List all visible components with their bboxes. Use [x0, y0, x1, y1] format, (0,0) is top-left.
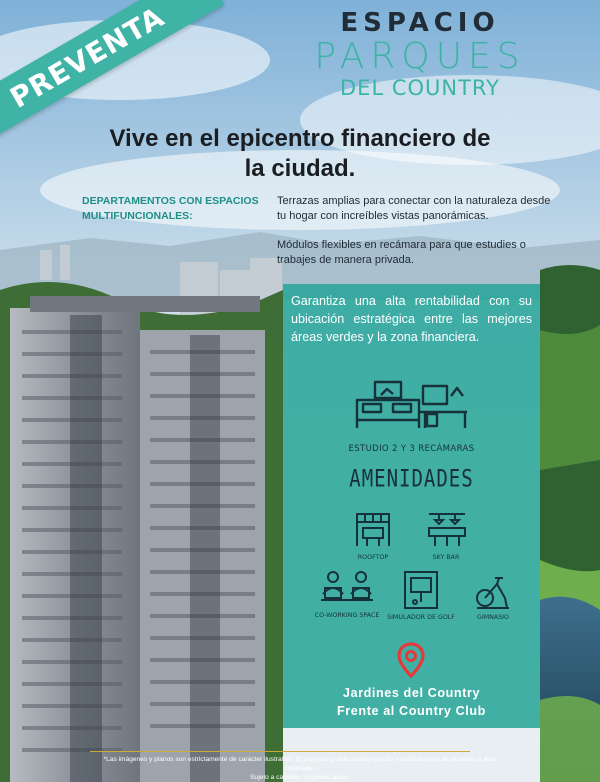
- brand-logo: [290, 8, 550, 100]
- headline: [80, 124, 520, 184]
- amenity-label-golf: SIMULADOR DE GOLF: [387, 614, 455, 621]
- ribbon-label: PREVENTA: [4, 0, 170, 115]
- gym-icon: [473, 572, 513, 610]
- amenity-label-coworking: CO-WORKING SPACE: [314, 612, 380, 619]
- legal-disclaimer: [90, 755, 510, 782]
- logo-line-2: PARQUES: [314, 36, 526, 77]
- rooftop-icon: [353, 510, 393, 548]
- location-line-2: Frente al Country Club: [337, 704, 486, 718]
- golf-simulator-icon: [401, 570, 441, 610]
- divider-line: [90, 751, 470, 752]
- subheading-line-1: DEPARTAMENTOS CON ESPACIOS: [82, 195, 259, 207]
- amenities-title: AMENIDADES: [349, 465, 474, 493]
- info-panel: [283, 284, 540, 728]
- amenity-label-rooftop: ROOFTOP: [357, 554, 389, 561]
- headline-line-2: la ciudad.: [244, 155, 356, 182]
- rooms-label: ESTUDIO 2 Y 3 RECÁMARAS: [348, 444, 475, 454]
- subheading: [82, 194, 272, 224]
- amenity-label-sky-bar: SKY BAR: [432, 554, 460, 561]
- amenity-label-gym: GIMNASIO: [477, 614, 509, 621]
- description-modules: Módulos flexibles en recámara para que estudies o trabajes de manera privada.: [277, 239, 526, 266]
- logo-line-1: ESPACIO: [340, 8, 500, 38]
- location-pin-icon: [397, 642, 425, 678]
- legal-line-1: *Las imágenes y planos son estrictamente de carácter ilustrativo. El proyecto podrá cambiar y sufrir modificaciones de acuerdo al área notariada.: [103, 756, 497, 772]
- location-text: [283, 684, 540, 720]
- location-line-1: Jardines del Country: [342, 686, 481, 700]
- logo-line-3: DEL COUNTRY: [340, 76, 500, 100]
- bedroom-desk-icon: [353, 378, 471, 434]
- headline-line-1: Vive en el epicentro financiero de: [109, 125, 491, 152]
- pitch-text: Garantiza una alta rentabilidad con su ubicación estratégica entre las mejores áreas verdes y la zona financiera.: [291, 294, 532, 344]
- sky-bar-icon: [425, 510, 469, 548]
- subheading-line-2: MULTIFUNCIONALES:: [82, 210, 193, 222]
- description: [277, 194, 557, 282]
- description-terraces: Terrazas amplias para conectar con la naturaleza desde tu hogar con increíbles vistas panorámicas.: [277, 195, 551, 222]
- coworking-icon: [319, 570, 375, 608]
- legal-line-2: Sujeto a cambios sin previo aviso.: [250, 774, 350, 781]
